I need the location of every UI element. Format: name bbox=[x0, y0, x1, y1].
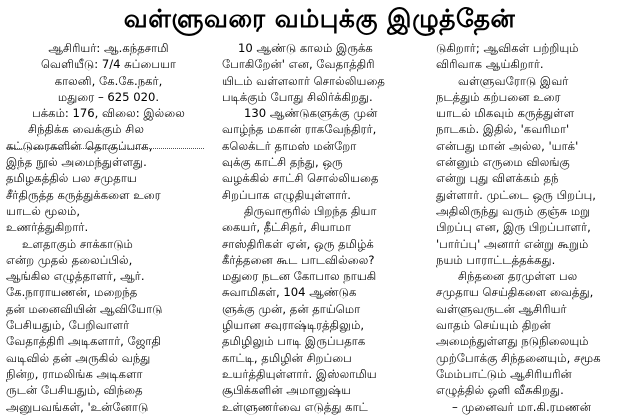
paragraph-line: சீர்திருத்த கருத்துக்களை உரை bbox=[6, 187, 161, 202]
paragraph-line: ருடன் பேசியதும், விந்தை bbox=[6, 383, 143, 398]
paragraph-line: ளுக்கு முன், தன் தாய்மொ bbox=[222, 301, 361, 316]
paragraph-line: ஆங்கில எழுத்தாளர், ஆர். bbox=[6, 269, 145, 284]
paragraph-line: எழுத்தில் ஒளி வீசுகிறது. bbox=[436, 383, 564, 398]
paragraph-line: கலெக்டர் தாமஸ் மன்றோ bbox=[222, 138, 357, 153]
paragraph-line: என்று புது விளக்கம் தந் bbox=[436, 171, 559, 186]
info-divider bbox=[7, 148, 204, 149]
paragraph-line: டுகிறார்; ஆவிகள் பற்றியும் bbox=[436, 41, 579, 55]
paragraph-line: வள்ளுவருடன் ஆசிரியர் bbox=[436, 301, 567, 316]
book-address: காலனி, கே.கே.நகர், bbox=[54, 73, 163, 88]
paragraph-line: முற்போக்கு சிந்தனையும், சமூக bbox=[436, 350, 601, 365]
paragraph-line: கையர், தீட்சிதர், சியாமா bbox=[222, 220, 352, 235]
paragraph-line: வழக்கில் சாட்சி சொல்லியதை bbox=[222, 171, 379, 186]
paragraph-line: வுக்கு காட்சி தந்து, ஒரு bbox=[222, 155, 343, 170]
paragraph-line: வள்ளுவரோடு இவர் bbox=[458, 73, 569, 88]
paragraph-line: நடத்தும் கற்பனை உரை bbox=[436, 89, 561, 104]
paragraph-line: போகிறேன்' என, வேதாத்திரி bbox=[222, 57, 375, 72]
paragraph-line: அதிலிருந்து வரும் குஞ்சு மறு bbox=[436, 203, 590, 218]
paragraph-line: தன் மனைவியின் ஆவியோடு bbox=[6, 301, 163, 316]
paragraph-line: அமைந்துள்ளது நடுநிலையும் bbox=[436, 334, 589, 349]
paragraph-line: காட்டி, தமிழின் சிறப்பை bbox=[222, 350, 352, 365]
paragraph-line: 130 ஆண்டுகளுக்கு முன் bbox=[244, 106, 378, 121]
paragraph-line: என்பது மான் அல்ல, 'யாக்' bbox=[436, 138, 579, 153]
paragraph-line: வடிவில் தன் அருகில் வந்து bbox=[6, 350, 151, 365]
paragraph-line: அனுபவங்கள், 'உன்னோடு bbox=[6, 399, 149, 414]
paragraph-line: 10 ஆண்டு காலம் இருக்க bbox=[238, 41, 373, 55]
paragraph-line: கட்டுரைகளின் தொகுப்பாக, bbox=[6, 138, 153, 153]
paragraph-line: விரிவாக ஆய்கிறார். bbox=[436, 57, 544, 72]
paragraph-line: நாடகம். இதில், 'கவரிமா' bbox=[436, 122, 570, 137]
paragraph-line: யாடல் மூலம், bbox=[6, 203, 81, 218]
paragraph-line: சாஸ்திரிகள் ஏன், ஒரு தமிழ்க் bbox=[222, 236, 374, 251]
paragraph-line: சுவாமிகள், 104 ஆண்டுக bbox=[222, 285, 357, 300]
paragraph-line: தமிழிலும் பாடி இருப்பதாக bbox=[222, 334, 366, 349]
column-2 bbox=[222, 40, 427, 415]
paragraph-line: மதுரை நடன கோபால நாயகி bbox=[222, 269, 377, 284]
column-1 bbox=[6, 40, 211, 415]
paragraph-line: சமுதாய செய்திகளை வைத்து, bbox=[436, 285, 594, 300]
paragraph-line: சிந்திக்க வைக்கும் சில bbox=[28, 122, 144, 137]
paragraph-line: நயம் பாராட்டத்தக்கது. bbox=[436, 252, 556, 267]
paragraph-line: உள்ளுணர்வை எடுத்து காட் bbox=[222, 399, 368, 414]
article-title: வள்ளுவரை வம்புக்கு இழுத்தேன் bbox=[123, 4, 516, 33]
paragraph-line: உணர்த்துகிறார். bbox=[6, 220, 89, 235]
book-publisher: வெளியீடு: 7/4 சுப்பையா bbox=[41, 57, 176, 72]
paragraph-line: மேம்பாட்டும் ஆசிரியரின் bbox=[436, 366, 572, 381]
column-3 bbox=[436, 40, 639, 415]
paragraph-line: நின்ற, ராமலிங்க அடிகளா bbox=[6, 366, 143, 381]
paragraph-line: படிக்கும் போது சிலிர்க்கிறது. bbox=[222, 89, 373, 104]
paragraph-line: சிந்தனை தரமுள்ள பல bbox=[458, 269, 578, 284]
paragraph-line: 'பார்ப்பு' அனார் என்று கூறும் bbox=[436, 236, 589, 251]
paragraph-line: தமிழகத்தில் பல சமுதாய bbox=[6, 171, 137, 186]
paragraph-line: வாதம் செய்யும் திறன் bbox=[436, 318, 551, 333]
paragraph-line: என்னும் எருமை விலங்கு bbox=[436, 155, 570, 170]
paragraph-line: கீர்த்தனை கூட பாடவில்லை? bbox=[222, 252, 375, 267]
paragraph-line: யாடல் மிகவும் கருத்துள்ள bbox=[436, 106, 575, 121]
paragraph-line: இந்த நூல் அமைந்துள்ளது. bbox=[6, 155, 147, 170]
book-pages-price: பக்கம்: 176, விலை: இல்லை bbox=[32, 106, 185, 121]
book-author: ஆசிரியர்: ஆ.கந்தசாமி bbox=[48, 41, 169, 55]
reviewer-signature: – முனைவர் மா.கி.ரமணன் bbox=[452, 399, 591, 414]
paragraph-line: கே.நாராயணன், மறைந்த bbox=[6, 285, 138, 300]
paragraph-line: உளதாகும் சாக்காடும் bbox=[22, 236, 133, 251]
paragraph-line: யிடம் வள்ளலார் சொல்லியதை bbox=[222, 73, 385, 88]
paragraph-line: பிறப்பு என, இரு பிறப்பாளர், bbox=[436, 220, 591, 235]
paragraph-line: திருவாரூரில் பிறந்த தியா bbox=[244, 203, 377, 218]
paragraph-line: வாழ்ந்த மகான் ராகவேந்திரர், bbox=[222, 122, 377, 137]
paragraph-line: ழியான சவுராஷ்டிரத்திலும், bbox=[222, 318, 365, 333]
paragraph-line: வேதாத்திரி அடிகளார், ஜோதி bbox=[6, 334, 161, 349]
paragraph-line: உயர்த்தியுள்ளார். இஸ்லாமிய bbox=[222, 366, 377, 381]
paragraph-line: பேசியதும், பேறிவாளர் bbox=[6, 318, 130, 333]
paragraph-line: சிறப்பாக எழுதியுள்ளார். bbox=[222, 187, 351, 202]
book-city: மதுரை – 625 020. bbox=[57, 89, 160, 104]
paragraph-line: சூபிக்களின் அமானுஷ்ய bbox=[222, 383, 351, 398]
paragraph-line: என்ற முதல் தலைப்பில், bbox=[6, 252, 133, 267]
paragraph-line: துள்ளார். முட்டை ஒரு பிறப்பு, bbox=[436, 187, 596, 202]
